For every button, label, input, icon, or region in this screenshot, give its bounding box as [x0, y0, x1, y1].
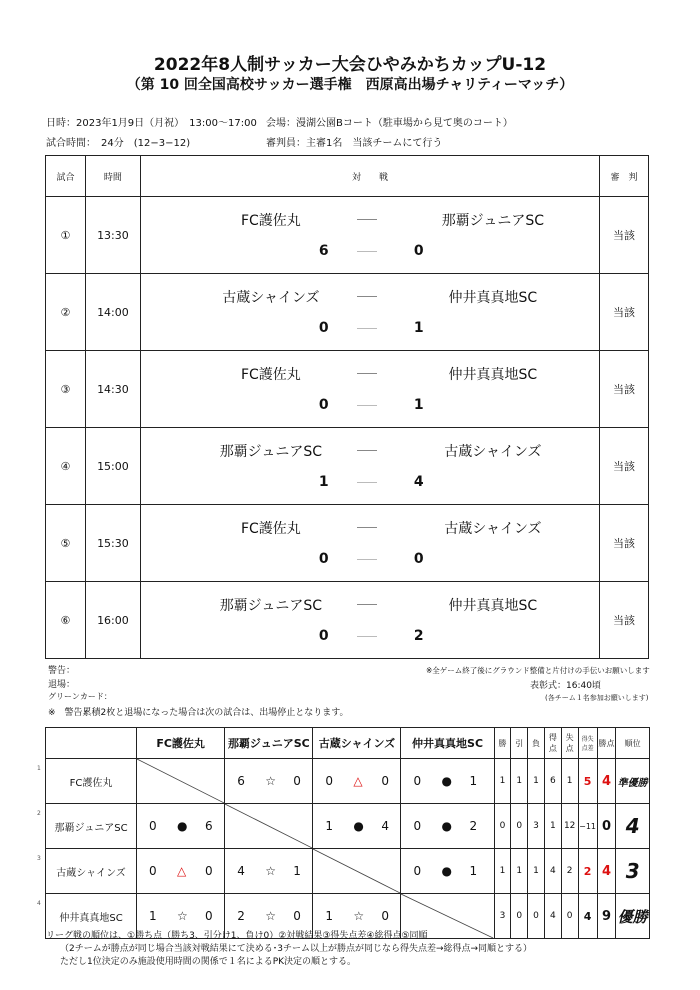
standings-row	[46, 804, 650, 849]
score-dash	[357, 251, 377, 252]
result-goals-for: 1	[325, 909, 334, 923]
stat-header: 得点	[544, 728, 561, 759]
ceremony-sub-note: (各チーム１名参加お願いします)	[545, 694, 649, 702]
row-mark: 3	[37, 855, 41, 862]
venue-text: 会場：漫湖公園Bコート（駐車場から見て奥のコート）	[266, 118, 513, 129]
team-a-score: 1	[318, 474, 329, 490]
team-a-name: 古蔵シャインズ	[222, 290, 320, 306]
header-ref: 審 判	[600, 156, 649, 197]
result-goals-against: 0	[293, 909, 301, 923]
result-goals-for: 4	[237, 864, 245, 878]
stat-cell: 1	[561, 759, 578, 804]
stat-header: 勝点	[597, 728, 616, 759]
result-goals-against: 0	[381, 909, 390, 923]
suspension-note: ※ 警告累積2枚と退場になった場合は次の試合は、出場停止となります。	[48, 708, 349, 718]
header-no: 試合	[46, 156, 86, 197]
score-dash	[357, 482, 377, 483]
footer-line: （2チームが勝点が同じ場合当該対戦結果にて決める･3チーム以上が勝点が同じなら得失点差→総得点→同順とする）	[60, 944, 533, 954]
team-a-name: FC護佐丸	[240, 213, 301, 229]
team-b-score: 4	[413, 474, 424, 490]
stat-cell: 1	[528, 849, 545, 894]
schedule-header-row	[46, 156, 649, 197]
sendoff-label: 退場：	[48, 680, 76, 690]
stat-cell: 1	[511, 849, 528, 894]
team-b-name: 那覇ジュニアSC	[441, 213, 545, 229]
result-mark: ●	[441, 864, 452, 878]
standings-table	[37, 727, 650, 939]
match-number: ④	[46, 428, 86, 505]
standings-team-name	[37, 849, 137, 894]
match-cell	[140, 351, 599, 428]
header-time: 時間	[85, 156, 140, 197]
result-goals-for: 0	[149, 819, 157, 833]
stat-cell: 4	[597, 759, 616, 804]
stat-cell: 1	[494, 759, 511, 804]
versus-dash	[357, 604, 377, 605]
team-b-name: 古蔵シャインズ	[444, 444, 542, 460]
stat-cell: 2	[578, 849, 597, 894]
standings-team-header: 仲井真真地SC	[401, 728, 494, 759]
match-number: ⑥	[46, 582, 86, 659]
result-cell	[225, 849, 313, 894]
diagonal-cell	[137, 759, 225, 804]
stat-cell: 0	[494, 804, 511, 849]
result-goals-for: 0	[413, 819, 422, 833]
team-a-score: 0	[318, 628, 329, 644]
result-goals-for: 0	[413, 774, 422, 788]
standings-corner	[46, 728, 137, 759]
team-a-name: 那覇ジュニアSC	[219, 598, 323, 614]
result-cell	[313, 759, 401, 804]
team-a-name: FC護佐丸	[240, 521, 301, 537]
standings-team-header: FC護佐丸	[137, 728, 225, 759]
result-goals-for: 0	[413, 864, 422, 878]
team-b-name: 古蔵シャインズ	[444, 521, 542, 537]
result-goals-against: 0	[205, 864, 213, 878]
stat-header: 得失点差	[578, 728, 597, 759]
result-mark: ●	[441, 774, 452, 788]
match-referee: 当該	[600, 428, 649, 505]
match-cell	[140, 505, 599, 582]
result-mark: ●	[353, 819, 364, 833]
versus-dash	[357, 527, 377, 528]
match-time: 14:30	[85, 351, 140, 428]
team-b-name: 仲井真真地SC	[448, 367, 538, 383]
team-a-name: FC護佐丸	[240, 367, 301, 383]
header-match: 対 戦	[140, 156, 599, 197]
stat-cell: 1	[494, 849, 511, 894]
match-cell	[140, 197, 599, 274]
match-row	[46, 197, 649, 274]
standings-row	[46, 759, 650, 804]
team-name-text: FC護佐丸	[69, 777, 113, 789]
match-time: 16:00	[85, 582, 140, 659]
stat-cell: 0	[597, 804, 616, 849]
team-a-score: 6	[318, 243, 329, 259]
result-mark: △	[177, 864, 187, 878]
team-name-text: 那覇ジュニアSC	[54, 822, 128, 834]
result-goals-for: 6	[237, 774, 245, 788]
result-goals-for: 0	[149, 864, 157, 878]
rank-cell: 優勝	[616, 894, 650, 939]
team-b-name: 仲井真真地SC	[448, 290, 538, 306]
ceremony-note: 表彰式：16:40頃	[530, 681, 601, 691]
match-row	[46, 274, 649, 351]
match-row	[46, 351, 649, 428]
stat-cell: 0	[511, 804, 528, 849]
team-b-score: 0	[413, 551, 424, 567]
stat-cell: 5	[578, 759, 597, 804]
match-time: 15:30	[85, 505, 140, 582]
stat-header: 失点	[561, 728, 578, 759]
stat-cell: 12	[561, 804, 578, 849]
match-row	[46, 582, 649, 659]
result-goals-against: 0	[205, 909, 213, 923]
rank-cell: 3	[616, 849, 650, 894]
versus-dash	[357, 450, 377, 451]
match-number: ②	[46, 274, 86, 351]
stat-cell: 1	[528, 759, 545, 804]
score-dash	[357, 559, 377, 560]
referee-text: 審判員：主審1名 当該チームにて行う	[266, 138, 443, 149]
team-b-score: 1	[413, 397, 424, 413]
result-goals-against: 4	[381, 819, 390, 833]
standings-row	[46, 849, 650, 894]
team-a-score: 0	[318, 551, 329, 567]
score-dash	[357, 328, 377, 329]
result-goals-against: 1	[469, 864, 478, 878]
result-mark: ☆	[177, 909, 188, 923]
result-goals-for: 0	[325, 774, 334, 788]
date-text: 日時：2023年1月9日（月祝） 13:00〜17:00	[46, 118, 257, 129]
result-mark: ●	[177, 819, 188, 833]
result-goals-against: 1	[469, 774, 478, 788]
match-referee: 当該	[600, 274, 649, 351]
standings-team-name	[37, 759, 137, 804]
duration-text: 試合時間： 24分 (12−3−12)	[46, 138, 191, 149]
schedule-table	[45, 155, 649, 659]
team-a-score: 0	[318, 320, 329, 336]
stat-cell: −11	[578, 804, 597, 849]
score-dash	[357, 636, 377, 637]
result-cell	[401, 849, 494, 894]
result-mark: ☆	[265, 909, 276, 923]
match-row	[46, 505, 649, 582]
team-b-score: 0	[413, 243, 424, 259]
result-goals-against: 0	[293, 774, 301, 788]
match-time: 13:30	[85, 197, 140, 274]
stat-header: 負	[528, 728, 545, 759]
result-cell	[137, 804, 225, 849]
versus-dash	[357, 296, 377, 297]
result-mark: ☆	[353, 909, 365, 923]
stat-cell: 4	[597, 849, 616, 894]
result-goals-against: 1	[293, 864, 301, 878]
diagonal-line	[313, 849, 400, 893]
versus-dash	[357, 219, 377, 220]
standings-team-name	[37, 804, 137, 849]
row-mark: 1	[37, 765, 41, 772]
match-cell	[140, 428, 599, 505]
page-title: 2022年8人制サッカー大会ひやみかちカップU-12	[153, 55, 547, 75]
team-a-score: 0	[318, 397, 329, 413]
team-a-name: 那覇ジュニアSC	[219, 444, 323, 460]
stat-cell: 0	[511, 894, 528, 939]
diagonal-cell	[225, 804, 313, 849]
stat-cell: 4	[578, 894, 597, 939]
match-number: ③	[46, 351, 86, 428]
stat-header: 順位	[616, 728, 650, 759]
score-dash	[357, 405, 377, 406]
match-referee: 当該	[600, 582, 649, 659]
team-b-name: 仲井真真地SC	[448, 598, 538, 614]
standings-team-header: 古蔵シャインズ	[313, 728, 401, 759]
rank-cell: 4	[616, 804, 650, 849]
result-goals-against: 0	[381, 774, 390, 788]
result-mark: ☆	[265, 774, 276, 788]
match-time: 14:00	[85, 274, 140, 351]
stat-cell: 1	[544, 804, 561, 849]
stat-cell: 4	[544, 849, 561, 894]
stat-header: 勝	[494, 728, 511, 759]
match-row	[46, 428, 649, 505]
stat-cell: 3	[494, 894, 511, 939]
team-name-text: 仲井真真地SC	[59, 912, 123, 924]
team-b-score: 1	[413, 320, 424, 336]
footer-line: ただし1位決定のみ施設使用時間の関係で１名によるPK決定の順とする。	[60, 957, 357, 967]
result-mark: △	[353, 774, 363, 788]
row-mark: 2	[37, 810, 41, 817]
team-b-score: 2	[413, 628, 424, 644]
result-goals-against: 2	[469, 819, 478, 833]
footer-line: リーグ戦の順位は、①勝ち点（勝ち3、引分け1、負け0）②対戦結果③得失点差④総得点⑤同順	[46, 931, 428, 941]
result-cell	[137, 849, 225, 894]
match-number: ①	[46, 197, 86, 274]
result-cell	[225, 759, 313, 804]
standings-team-header: 那覇ジュニアSC	[225, 728, 313, 759]
row-mark: 4	[37, 900, 41, 907]
stat-cell: 6	[544, 759, 561, 804]
match-referee: 当該	[600, 505, 649, 582]
match-referee: 当該	[600, 197, 649, 274]
stat-cell: 4	[544, 894, 561, 939]
stat-cell: 3	[528, 804, 545, 849]
page-subtitle: （第 10 回全国高校サッカー選手権 西原高出場チャリティーマッチ）	[126, 77, 574, 93]
result-cell	[401, 759, 494, 804]
result-cell	[401, 804, 494, 849]
stat-cell: 2	[561, 849, 578, 894]
result-cell	[313, 804, 401, 849]
stat-cell: 9	[597, 894, 616, 939]
result-goals-for: 1	[149, 909, 157, 923]
match-time: 15:00	[85, 428, 140, 505]
team-name-text: 古蔵シャインズ	[56, 867, 126, 879]
match-number: ⑤	[46, 505, 86, 582]
warning-label: 警告：	[48, 666, 76, 676]
stat-cell: 0	[561, 894, 578, 939]
result-goals-for: 1	[325, 819, 334, 833]
stat-header: 引	[511, 728, 528, 759]
stat-cell: 0	[528, 894, 545, 939]
diagonal-cell	[313, 849, 401, 894]
versus-dash	[357, 373, 377, 374]
ground-note: ※全ゲーム終了後にグラウンド整備と片付けの手伝いお願いします	[426, 666, 650, 675]
match-cell	[140, 582, 599, 659]
result-mark: ●	[441, 819, 452, 833]
diagonal-line	[225, 804, 312, 848]
match-referee: 当該	[600, 351, 649, 428]
stat-cell: 1	[511, 759, 528, 804]
result-goals-for: 2	[237, 909, 245, 923]
result-mark: ☆	[265, 864, 276, 878]
standings-header-row	[46, 728, 650, 759]
result-goals-against: 6	[205, 819, 213, 833]
rank-cell: 準優勝	[616, 759, 650, 804]
green-card-label: グリーンカード：	[48, 692, 112, 701]
diagonal-line	[137, 759, 224, 803]
match-cell	[140, 274, 599, 351]
